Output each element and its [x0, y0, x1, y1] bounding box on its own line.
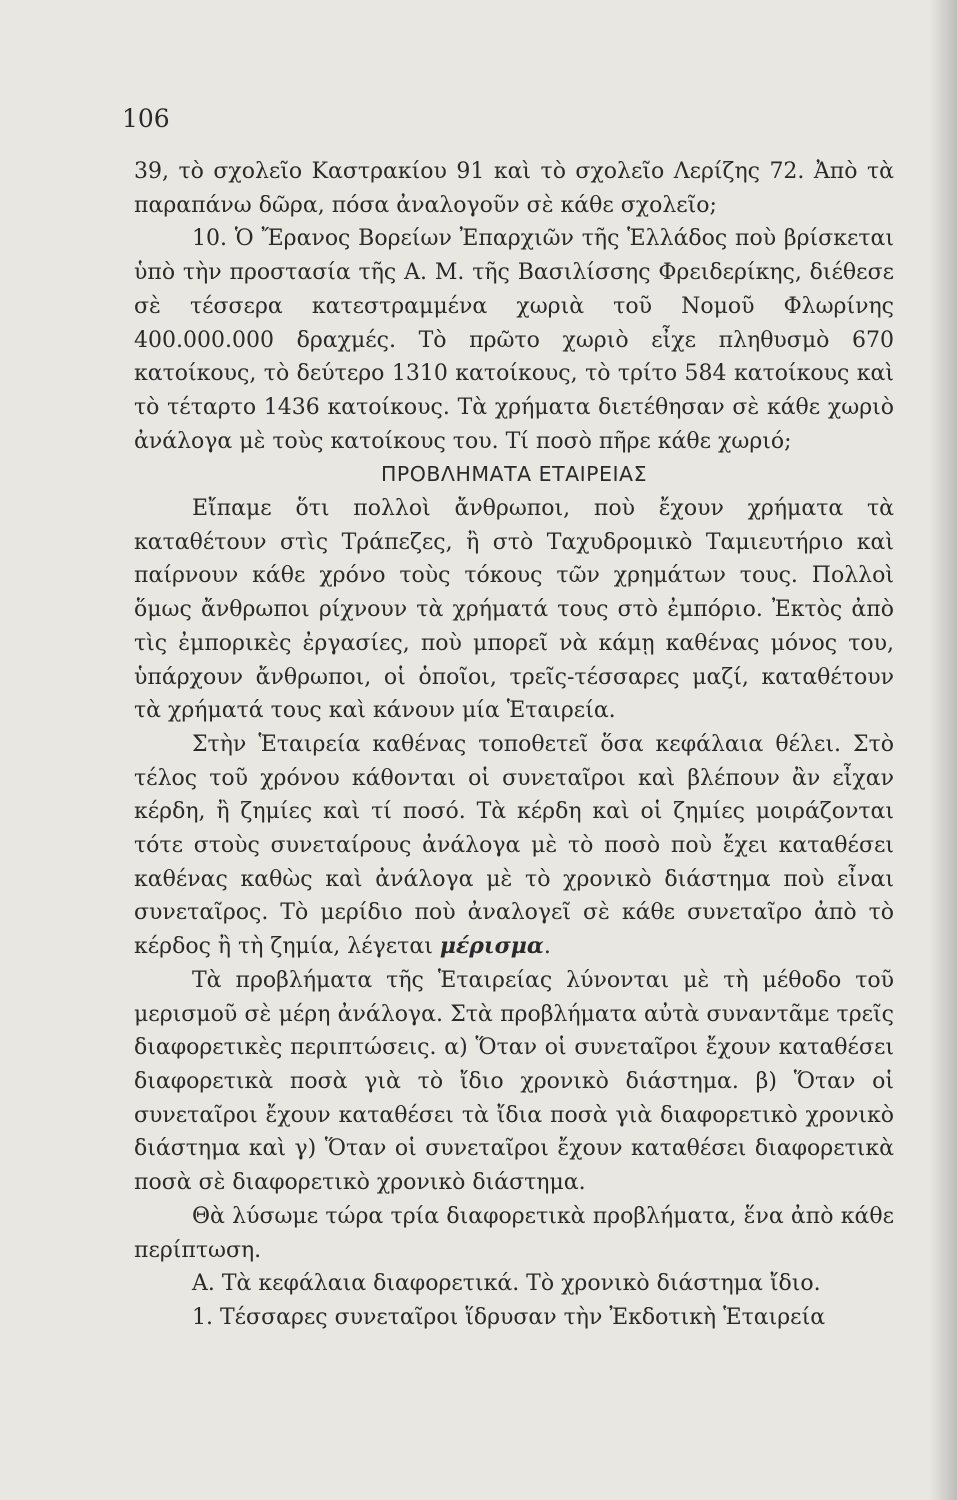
paragraph-definition: Στὴν Ἑταιρεία καθένας τοποθετεῖ ὅσα κεφάλαια θέλει. Στὸ τέλος τοῦ χρόνου κάθονται οἱ συνεταῖροι καὶ βλέπουν ἂν εἶχαν κέρδη, ἢ ζημίες καὶ τί ποσό. Τὰ κέρδη καὶ οἱ ζημίες μοιράζονται τότε στοὺς συνεταίρους ἀνάλογα μὲ τὸ ποσὸ ποὺ ἔχει καταθέσει καθένας καθὼς καὶ ἀνάλογα μὲ τὸ χρονικὸ διάστημα ποὺ εἶναι συνεταῖρος. Τὸ μερίδιο ποὺ ἀναλογεῖ σὲ κάθε συνεταῖρο ἀπὸ τὸ κέρδος ἢ τὴ ζημία, λέγεται μέρισμα. [134, 731, 894, 960]
emphasis-term: μέρισμα [439, 933, 544, 960]
case-a-heading: Α. Τὰ κεφάλαια διαφορετικά. Τὸ χρονικὸ διάστημα ἴδιο. [192, 1271, 821, 1297]
paragraph-plan: Θὰ λύσωμε τώρα τρία διαφορετικὰ προβλήματα, ἕνα ἀπὸ κάθε περίπτωση. [134, 1203, 894, 1263]
section-heading: ΠΡΟΒΛΗΜΑΤΑ ΕΤΑΙΡΕΙΑΣ [380, 462, 648, 487]
paragraph-problem-10: 10. Ὁ Ἔρανος Βορείων Ἐπαρχιῶν τῆς Ἑλλάδος ποὺ βρίσκεται ὑπὸ τὴν προστασία τῆς Α. Μ. τῆς Βασιλίσσης Φρειδερίκης, διέθεσε σὲ τέσσερα κατεστραμμένα χωριὰ τοῦ Νομοῦ Φλωρίνης 400.000.000 δραχμές. Τὸ πρῶτο χωριὸ εἶχε πληθυσμὸ 670 κατοίκους, τὸ δεύτερο 1310 κατοίκους, τὸ τρίτο 584 κατοίκους καὶ τὸ τέταρτο 1436 κατοίκους. Τὰ χρήματα διετέθησαν σὲ κάθε χωριὸ ἀνάλογα μὲ τοὺς κατοίκους του. Τί ποσὸ πῆρε κάθε χωριό; [134, 226, 894, 454]
problem-1-start: 1. Τέσσαρες συνεταῖροι ἵδρυσαν τὴν Ἐκδοτικὴ Ἑταιρεία [192, 1304, 826, 1330]
page-spine-shadow [929, 0, 957, 1500]
page-number: 106 [122, 104, 170, 133]
body-text [134, 155, 894, 1335]
definition-text: Στὴν Ἑταιρεία καθένας τοποθετεῖ ὅσα κεφάλαια θέλει. Στὸ τέλος τοῦ χρόνου κάθονται οἱ συνεταῖροι καὶ βλέπουν ἂν εἶχαν κέρδη, ἢ ζημίες καὶ τί ποσό. Τὰ κέρδη καὶ οἱ ζημίες μοιράζονται τότε στοὺς συνεταίρους ἀνάλογα μὲ τὸ ποσὸ ποὺ ἔχει καταθέσει καθένας καθὼς καὶ ἀνάλογα μὲ τὸ χρονικὸ διάστημα ποὺ εἶναι συνεταῖρος. Τὸ μερίδιο ποὺ ἀναλογεῖ σὲ κάθε συνεταῖρο ἀπὸ τὸ κέρδος ἢ τὴ ζημία, λέγεται [134, 731, 894, 960]
paragraph-cases: Τὰ προβλήματα τῆς Ἑταιρείας λύνονται μὲ τὴ μέθοδο τοῦ μερισμοῦ σὲ μέρη ἀνάλογα. Στὰ προβλήματα αὐτὰ συναντᾶμε τρεῖς διαφορετικὲς περιπτώσεις. α) Ὅταν οἱ συνεταῖροι ἔχουν καταθέσει διαφορετικὰ ποσὰ γιὰ τὸ ἴδιο χρονικὸ διάστημα. β) Ὅταν οἱ συνεταῖροι ἔχουν καταθέσει τὰ ἴδια ποσὰ γιὰ διαφορετικὸ χρονικὸ διάστημα καὶ γ) Ὅταν οἱ συνεταῖροι ἔχουν καταθέσει διαφορετικὰ ποσὰ σὲ διαφορετικὸ χρονικὸ διάστημα. [134, 967, 894, 1196]
paragraph-problem-39-end: 39, τὸ σχολεῖο Καστρακίου 91 καὶ τὸ σχολεῖο Λερίζης 72. Ἀπὸ τὰ παραπάνω δῶρα, πόσα ἀναλογοῦν σὲ κάθε σχολεῖο; [134, 159, 894, 218]
paragraph-intro: Εἴπαμε ὅτι πολλοὶ ἄνθρωποι, ποὺ ἔχουν χρήματα τὰ καταθέτουν στὶς Τράπεζες, ἢ στὸ Ταχυδρομικὸ Ταμιευτήριο καὶ παίρνουν κάθε χρόνο τοὺς τόκους τῶν χρημάτων τους. Πολλοὶ ὅμως ἄνθρωποι ρίχνουν τὰ χρήματά τους στὸ ἐμπόριο. Ἐκτὸς ἀπὸ τὶς ἐμπορικὲς ἐργασίες, ποὺ μπορεῖ νὰ κάμῃ καθένας μόνος του, ὑπάρχουν ἄνθρωποι, οἱ ὁποῖοι, τρεῖς-τέσσαρες μαζί, καταθέτουν τὰ χρήματά τους καὶ κάνουν μία Ἑταιρεία. [134, 496, 894, 724]
